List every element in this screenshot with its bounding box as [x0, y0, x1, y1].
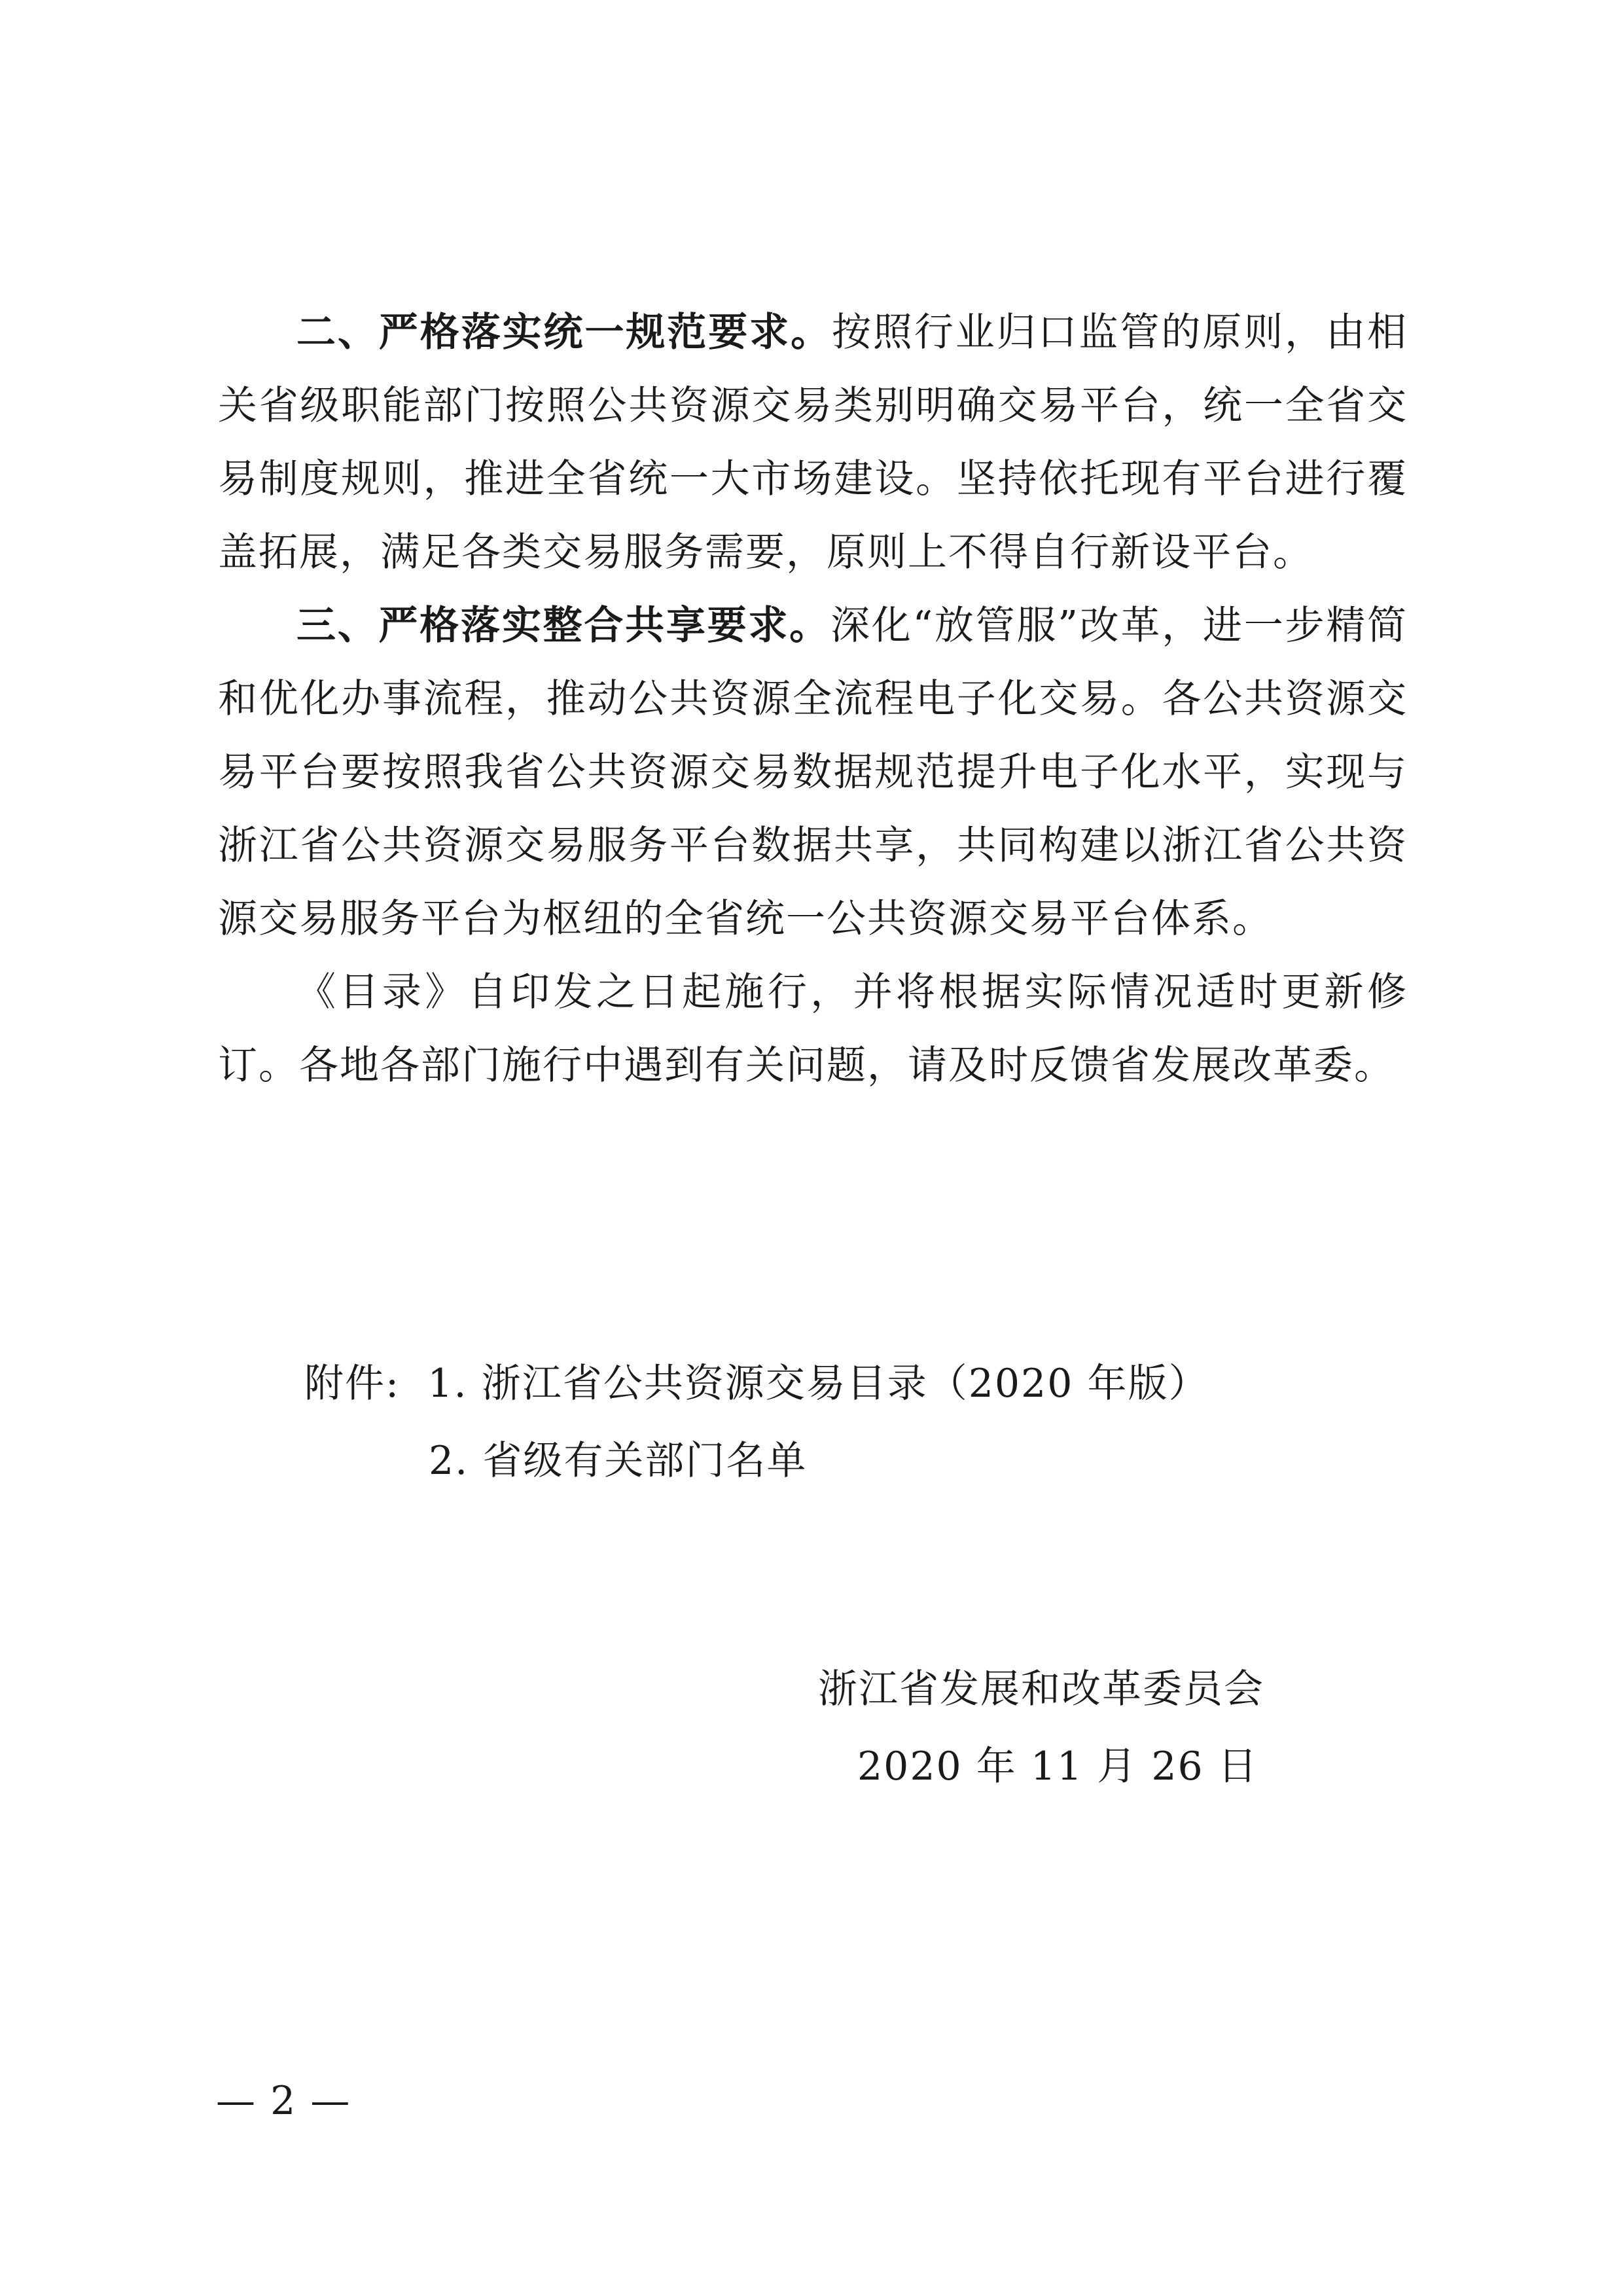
signature-block — [818, 1651, 1264, 1805]
page-number: — 2 — — [216, 2078, 351, 2124]
issuing-organization: 浙江省发展和改革委员会 — [818, 1666, 1264, 1712]
body-text — [218, 296, 1408, 1102]
attachment-item-text: 2. 省级有关部门名单 — [429, 1438, 808, 1484]
attachment-item — [304, 1422, 1209, 1499]
paragraph-content: 按照行业归口监管的原则，由相关省级职能部门按照公共资源交易类别明确交易平台，统一全省交易制度规则，推进全省统一大市场建设。坚持依托现有平台进行覆盖拓展，满足各类交易服务需要，原则上不得自行新设平台。 — [218, 310, 1408, 575]
paragraph-heading: 二、严格落实统一规范要求。 — [296, 310, 832, 355]
paragraph-content: 《目录》自印发之日起施行，并将根据实际情况适时更新修订。各地各部门施行中遇到有关问题，请及时反馈省发展改革委。 — [218, 969, 1408, 1088]
paragraph-effective-date — [218, 956, 1408, 1102]
paragraph-unified-standards — [218, 296, 1408, 589]
attachment-item-text: 1. 浙江省公共资源交易目录（2020 年版） — [427, 1361, 1209, 1407]
paragraph-content: 深化“放管服”改革，进一步精简和优化办事流程，推动公共资源全流程电子化交易。各公共资源交易平台要按照我省公共资源交易数据规范提升电子化水平，实现与浙江省公共资源交易服务平台数据共享，共同构建以浙江省公共资源交易服务平台为枢纽的全省统一公共资源交易平台体系。 — [218, 603, 1408, 942]
attachments-list — [304, 1345, 1209, 1499]
attachments-label: 附件: — [304, 1361, 401, 1407]
paragraph-integration-sharing — [218, 589, 1408, 956]
issue-date: 2020 年 11 月 26 日 — [857, 1744, 1258, 1789]
paragraph-heading: 三、严格落实整合共享要求。 — [296, 603, 830, 649]
attachment-item — [304, 1345, 1209, 1422]
